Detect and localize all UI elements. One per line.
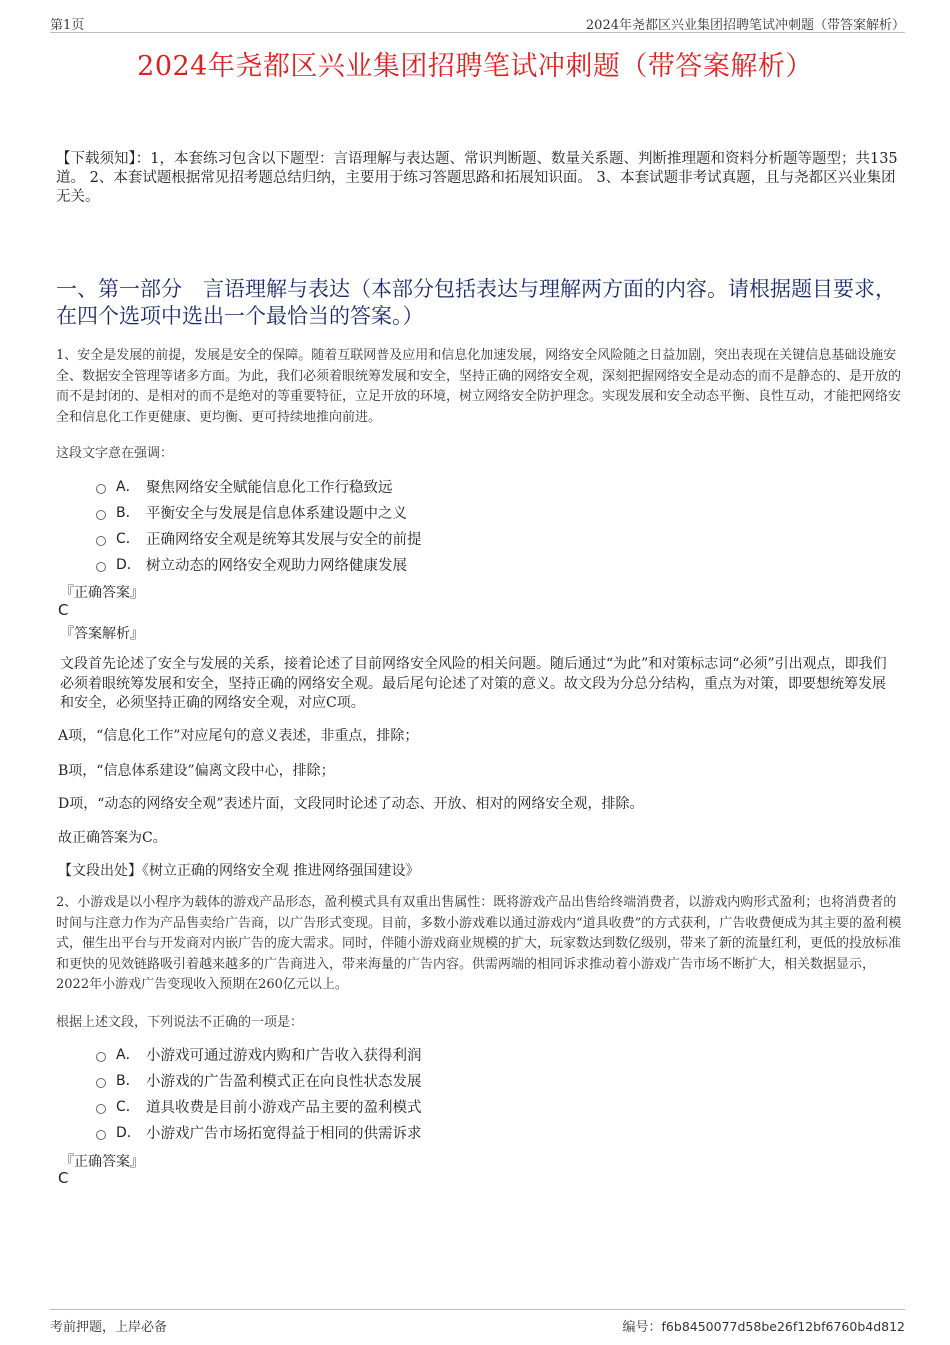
radio-icon[interactable] (96, 510, 106, 520)
page-number: 第1页 (50, 18, 85, 33)
option-b[interactable] (96, 499, 422, 525)
option-a[interactable] (96, 1041, 422, 1067)
question-1-prompt: 这段文字意在强调： (56, 446, 174, 461)
option-letter: D． (116, 1125, 141, 1141)
option-text: 平衡安全与发展是信息体系建设题中之义 (146, 505, 407, 522)
option-letter: C． (116, 1099, 140, 1115)
document-title: 2024年尧都区兴业集团招聘笔试冲刺题（带答案解析） (137, 51, 813, 82)
option-c[interactable] (96, 1093, 422, 1119)
option-text: 小游戏广告市场拓宽得益于相同的供需诉求 (146, 1125, 422, 1142)
radio-icon[interactable] (96, 1104, 106, 1114)
option-d[interactable] (96, 551, 422, 577)
option-text: 正确网络安全观是统筹其发展与安全的前提 (146, 531, 422, 548)
question-2-prompt: 根据上述文段，下列说法不正确的一项是： (56, 1015, 304, 1030)
passage-source: 【文段出处】《树立正确的网络安全观 推进网络强国建设》 (58, 863, 420, 879)
option-a[interactable] (96, 473, 422, 499)
correct-answer-label: 『正确答案』 (60, 1154, 144, 1170)
download-notice: 【下载须知】：1，本套练习包含以下题型：言语理解与表达题、常识判断题、数量关系题、判断推理题和资料分析题等题型；共135道。 2、本套试题根据常见招考题总结归纳，主要用于练习答题思路和拓展知识面。 3、本套试题非考试真题，且与尧都区兴业集团无关。 (56, 151, 898, 205)
option-letter: D． (116, 557, 141, 573)
question-2-stem: 2、小游戏是以小程序为载体的游戏产品形态，盈利模式具有双重出售属性：既将游戏产品出售给终端消费者，以游戏内购形式盈利；也将消费者的时间与注意力作为产品售卖给广告商，以广告形式变现。目前，多数小游戏难以通过游戏内“道具收费”的方式获利，广告收费便成为其主要的盈利模式，催生出平台与开发商对内嵌广告的庞大需求。同时，伴随小游戏商业规模的扩大，玩家数达到数亿级别，带来了新的流量红利，更低的投放标准和更快的见效链路吸引着越来越多的广告商进入，带来海量的广告内容。供需两端的相同诉求推动着小游戏广告市场不断扩大，相关数据显示，2022年小游戏广告变现收入预期在260亿元以上。 (56, 895, 902, 992)
option-text: 道具收费是目前小游戏产品主要的盈利模式 (146, 1099, 422, 1116)
analysis-option-b: B项，“信息体系建设”偏离文段中心，排除； (58, 763, 335, 779)
page-footer (50, 1309, 905, 1336)
radio-icon[interactable] (96, 562, 106, 572)
radio-icon[interactable] (96, 1052, 106, 1062)
option-letter: B． (116, 505, 140, 521)
option-c[interactable] (96, 525, 422, 551)
option-text: 树立动态的网络安全观助力网络健康发展 (146, 557, 407, 574)
correct-answer-label: 『正确答案』 (60, 585, 144, 601)
option-letter: C． (116, 531, 140, 547)
analysis-option-a: A项，“信息化工作”对应尾句的意义表述，非重点，排除； (58, 728, 419, 744)
option-letter: B． (116, 1073, 140, 1089)
question-1-stem: 1、安全是发展的前提，发展是安全的保障。随着互联网普及应用和信息化加速发展，网络安全风险随之日益加剧，突出表现在关键信息基础设施安全、数据安全管理等诸多方面。为此，我们必须着眼统筹发展和安全，坚持正确的网络安全观，深刻把握网络安全是动态的而不是静态的、是开放的而不是封闭的、是相对的而不是绝对的等重要特征，立足开放的环境，树立网络安全防护理念。实现发展和安全动态平衡、良性互动，才能把网络安全和信息化工作更健康、更均衡、更可持续地推向前进。 (56, 348, 902, 425)
analysis-option-d: D项，“动态的网络安全观”表述片面，文段同时论述了动态、开放、相对的网络安全观，排除。 (58, 796, 644, 812)
footer-slogan: 考前押题，上岸必备 (50, 1320, 168, 1335)
question-2-options (96, 1041, 422, 1145)
radio-icon[interactable] (96, 1130, 106, 1140)
option-text: 小游戏的广告盈利模式正在向良性状态发展 (146, 1073, 422, 1090)
radio-icon[interactable] (96, 1078, 106, 1088)
code-label: 编号： (622, 1320, 662, 1335)
question-1-options (96, 473, 422, 577)
header-doc-title: 2024年尧都区兴业集团招聘笔试冲刺题（带答案解析） (585, 18, 905, 33)
option-text: 聚焦网络安全赋能信息化工作行稳致远 (146, 479, 393, 496)
correct-answer: C (58, 601, 69, 619)
page-header (50, 10, 905, 33)
radio-icon[interactable] (96, 484, 106, 494)
option-d[interactable] (96, 1119, 422, 1145)
correct-answer: C (58, 1169, 69, 1187)
analysis-label: 『答案解析』 (60, 626, 144, 642)
analysis-conclusion: 故正确答案为C。 (58, 830, 167, 846)
option-b[interactable] (96, 1067, 422, 1093)
option-letter: A． (116, 479, 140, 495)
radio-icon[interactable] (96, 536, 106, 546)
option-text: 小游戏可通过游戏内购和广告收入获得利润 (146, 1047, 422, 1064)
analysis-text: 文段首先论述了安全与发展的关系，接着论述了目前网络安全风险的相关问题。随后通过“为此”和对策标志词“必须”引出观点，即我们必须着眼统筹发展和安全，坚持正确的网络安全观。最后尾句论述了对策的意义。故文段为分总分结构，重点为对策，即要想统筹发展和安全，必须坚持正确的网络安全观，对应C项。 (60, 656, 887, 711)
option-letter: A． (116, 1047, 140, 1063)
code-value: f6b8450077d58be26f12bf6760b4d812 (661, 1319, 905, 1334)
document-code (623, 1316, 905, 1335)
section-heading: 一、第一部分 言语理解与表达（本部分包括表达与理解两方面的内容。请根据题目要求，在四个选项中选出一个最恰当的答案。） (56, 277, 896, 328)
